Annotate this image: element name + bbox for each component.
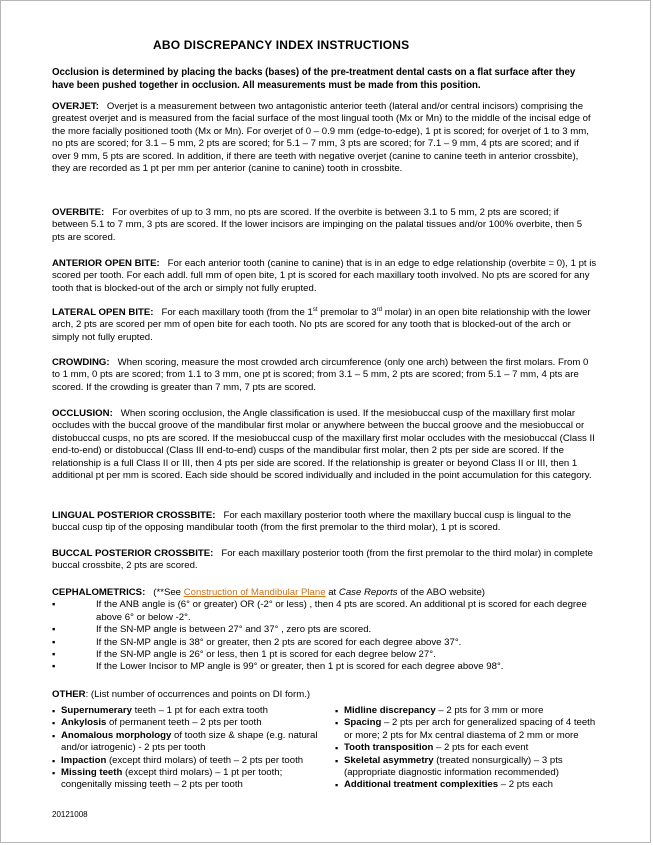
- other-right-column: [335, 705, 597, 792]
- list-item: [52, 755, 322, 767]
- cephalometrics-list: [52, 599, 597, 673]
- item-text: of tooth size & shape (e.g. natural and/or iatrogenic) - 2 pts per tooth: [61, 729, 318, 754]
- bullet-icon: ▪: [335, 718, 339, 729]
- section-other-heading: [52, 689, 597, 701]
- item-label: Impaction: [61, 754, 107, 766]
- section-heading: LINGUAL POSTERIOR CROSSBITE:: [52, 510, 216, 521]
- section-body: For each anterior tooth (canine to canine) that is in an edge to edge relationship (overbite = 0), 1 pt is scored per tooth. For each addl. full mm of open bite, 1 pt is scored for each maxillary tooth involved. No pts are scored for any tooth that is blocked-out of the arch or simply not fully erupted.: [52, 258, 597, 294]
- section-buccal-posterior-crossbite: [52, 548, 597, 573]
- section-heading: BUCCAL POSTERIOR CROSSBITE:: [52, 548, 214, 559]
- ceph-note-mid: at: [325, 587, 339, 598]
- item-text: teeth – 1 pt for each extra tooth: [131, 705, 268, 716]
- list-item: [335, 705, 597, 717]
- item-text: – 2 pts per arch for generalized spacing of 4 teeth or more; 2 pts for Mx central diastema of 2 mm or more: [344, 717, 596, 741]
- item-text: – 2 pts for each event: [433, 742, 529, 754]
- bullet-icon: ▪: [335, 743, 339, 754]
- ceph-note-post: of the ABO website): [397, 587, 486, 598]
- other-left-column: [52, 705, 322, 792]
- list-item: [335, 742, 597, 754]
- list-item: [52, 637, 597, 649]
- section-body-post: molar) in an open bite relationship with the lower arch, 2 pts are scored per mm of open bite for each tooth. No pts are scored for any tooth that is blocked-out of the arch or simply not fully erupted.: [52, 307, 591, 343]
- item-label: Tooth transposition: [344, 742, 434, 754]
- bullet-icon: ▪: [52, 624, 56, 636]
- list-item-text: If the ANB angle is (6° or greater) OR (-2° or less) , then 4 pts are scored. An additional pt is scored for each degree above 6° or below -2°.: [96, 599, 587, 623]
- item-label: Midline discrepancy: [344, 705, 436, 716]
- item-text: (treated nonsurgically) – 3 pts (appropriate diagnostic information recommended): [344, 754, 563, 779]
- list-item: [335, 717, 597, 742]
- section-body-pre: For each maxillary tooth (from the 1: [161, 307, 313, 318]
- list-item: [52, 767, 322, 792]
- section-crowding: [52, 357, 597, 394]
- list-item: [52, 599, 597, 624]
- list-item: [335, 755, 597, 780]
- bullet-icon: ▪: [52, 755, 56, 766]
- ceph-note-italic: Case Reports: [338, 587, 398, 598]
- section-lateral-open-bite: [52, 307, 597, 344]
- intro-paragraph: Occlusion is determined by placing the backs (bases) of the pre-treatment dental casts on a flat surface after they have been pushed together in occlusion. All measurements must be made from this position.: [52, 67, 576, 91]
- superscript-st: st: [312, 306, 318, 313]
- section-body: For overbites of up to 3 mm, no pts are scored. If the overbite is between 3.1 to 5 mm, 2 pts are scored; if between 5.1 to 7 mm, 3 pts are scored. If the lower incisors are impinging on the palatal tissues and/or 100% overbite, then 5 pts are scored.: [52, 207, 583, 243]
- section-heading: CEPHALOMETRICS:: [52, 587, 146, 598]
- section-heading: OVERBITE:: [52, 207, 105, 218]
- item-label: Spacing: [344, 717, 382, 729]
- item-label: Anomalous morphology: [61, 729, 172, 741]
- section-lingual-posterior-crossbite: [52, 510, 597, 535]
- section-occlusion: [52, 408, 597, 482]
- section-cephalometrics: [52, 587, 597, 674]
- list-item-text: If the SN-MP angle is 26° or less, then 1 pt is scored for each degree below 27°.: [96, 649, 436, 661]
- bullet-icon: ▪: [52, 636, 56, 648]
- item-text: – 2 pts for 3 mm or more: [435, 705, 544, 716]
- mandibular-plane-link[interactable]: Construction of Mandibular Plane: [183, 587, 326, 598]
- bullet-icon: ▪: [335, 706, 339, 716]
- bullet-icon: ▪: [52, 661, 56, 673]
- section-heading: CROWDING:: [52, 357, 110, 368]
- item-text: (except third molars) – 1 pt per tooth; congenitally missing teeth – 2 pts per tooth: [61, 767, 283, 791]
- section-heading: ANTERIOR OPEN BITE:: [52, 258, 160, 269]
- list-item-text: If the Lower Incisor to MP angle is 99° or greater, then 1 pt is scored for each degree above 98°.: [96, 661, 504, 673]
- list-item: [52, 649, 597, 661]
- bullet-icon: ▪: [52, 706, 56, 716]
- bullet-icon: ▪: [52, 730, 56, 741]
- section-overjet: [52, 101, 597, 175]
- section-body: For each maxillary posterior tooth (from the first premolar to the third molar) in complete buccal crossbite, 2 pts are scored.: [52, 548, 593, 572]
- bullet-icon: ▪: [52, 718, 56, 729]
- item-label: Ankylosis: [61, 717, 107, 729]
- list-item: [52, 661, 597, 673]
- bullet-icon: ▪: [335, 780, 339, 791]
- list-item: [52, 730, 322, 755]
- item-label: Missing teeth: [61, 767, 123, 779]
- bullet-icon: ▪: [52, 599, 56, 611]
- section-body: When scoring occlusion, the Angle classification is used. If the mesiobuccal cusp of the maxillary first molar occludes with the buccal groove of the mandibular first molar or anywhere between the buccal groove and the mesiobuccal or distobuccal cusps, no pts are scored. If the mesiobuccal cusp of the maxillary first molar occludes with the mesiobuccal (Class II end-to-end) or distobuccal (Class III end-to-end) cusps of the mandibular first molar, then 2 pts per side are scored. If the relationship is a full Class II or III, then 4 pts per side are scored. If the relationship is greater or beyond Class II or III, then 1 additional pt per mm is scored. Each side should be scored individually and included in the point accumulation for this category.: [52, 408, 595, 482]
- list-item: [52, 624, 597, 636]
- page-title: ABO DISCREPANCY INDEX INSTRUCTIONS: [153, 38, 410, 52]
- item-text: (except third molars) of teeth – 2 pts per tooth: [106, 754, 304, 766]
- list-item: [52, 717, 322, 729]
- item-label: Skeletal asymmetry: [344, 754, 434, 766]
- section-heading: OVERJET:: [52, 101, 99, 112]
- section-anterior-open-bite: [52, 258, 597, 295]
- section-heading: OTHER: [52, 689, 86, 700]
- list-item-text: If the SN-MP angle is 38° or greater, then 2 pts are scored for each degree above 37°.: [96, 636, 462, 648]
- list-item: [335, 779, 597, 791]
- section-body: Overjet is a measurement between two antagonistic anterior teeth (lateral and/or central incisors) comprising the greatest overjet and is measured from the facial surface of the most lingual tooth (Mx or Mn) to the middle of the incisal edge of the more facially positioned tooth (Mx or Mn). For overjet of 0 – 0.9 mm (edge-to-edge), 1 pt is scored; for overjet of 1 to 3 mm, no pts are scored; for 3.1 – 5 mm, 2 pts are scored; for 5.1 – 7 mm, 3 pts are scored; for 7.1 – 9 mm, 4 pts are scored; and if over 9 mm, 5 pts are scored. In addition, if there are teeth with negative overjet (canine to canine teeth in anterior crossbite), they are recorded as 1 pt per mm per anterior (canine to canine) tooth in crossbite.: [52, 101, 591, 175]
- list-item: [52, 705, 322, 717]
- section-body: For each maxillary posterior tooth where the maxillary buccal cusp is lingual to the buccal cusp tip of the opposing mandibular tooth (from the first premolar to the third molar), 1 pt is scored.: [52, 510, 572, 534]
- ceph-note-pre: (**See: [153, 587, 184, 598]
- bullet-icon: ▪: [335, 755, 339, 766]
- document-date-code: 20121008: [52, 810, 88, 819]
- section-overbite: [52, 207, 597, 244]
- bullet-icon: ▪: [52, 649, 56, 661]
- section-body: When scoring, measure the most crowded arch circumference (only one arch) between the first molars. From 0 to 1 mm, 0 pts are scored; from 1.1 to 3 mm, one pt is scored; from 3.1 – 5 mm, 2 pts are scored; from 5.1 – 7 mm, 4 pts are scored. If the crowding is greater than 7 mm, 7 pts are scored.: [52, 357, 589, 393]
- bullet-icon: ▪: [52, 768, 56, 779]
- item-text: – 2 pts each: [498, 779, 553, 791]
- item-text: of permanent teeth – 2 pts per tooth: [106, 717, 262, 729]
- section-note: : (List number of occurrences and points on DI form.): [85, 689, 311, 700]
- item-label: Supernumerary: [61, 705, 132, 716]
- section-body-mid: premolar to 3: [317, 307, 377, 318]
- section-heading: LATERAL OPEN BITE:: [52, 307, 154, 318]
- superscript-rd: rd: [376, 306, 383, 313]
- section-heading: OCCLUSION:: [52, 408, 113, 419]
- item-label: Additional treatment complexities: [344, 779, 499, 791]
- list-item-text: If the SN-MP angle is between 27° and 37° , zero pts are scored.: [96, 624, 372, 636]
